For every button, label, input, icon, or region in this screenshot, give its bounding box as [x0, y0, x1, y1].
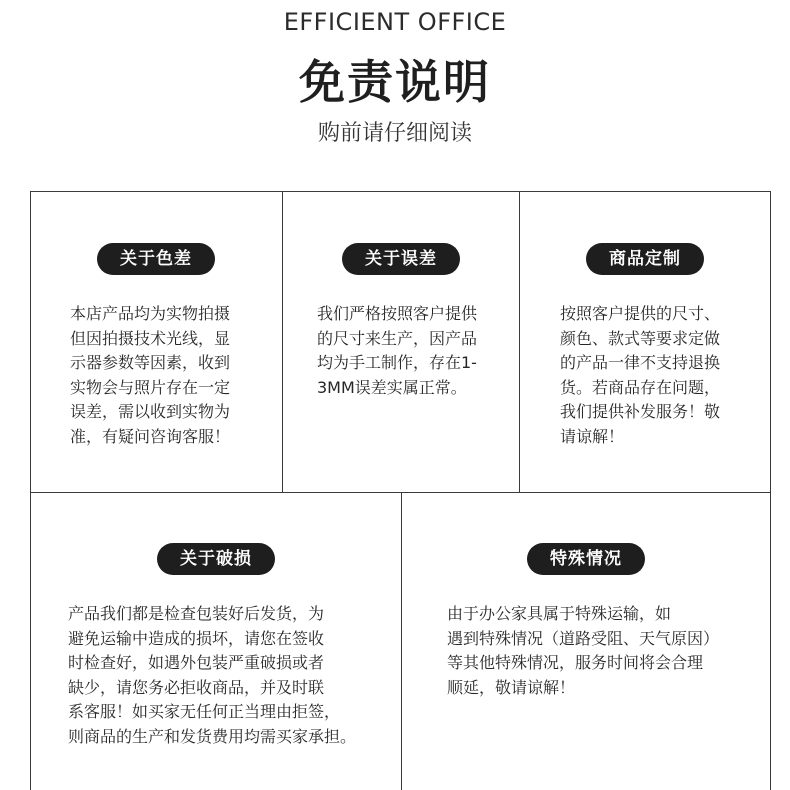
section-body: 产品我们都是检查包装好后发货，为 避免运输中造成的损坏，请您在签收 时检查好，如遇外包装严重破损或者 缺少，请您务必拒收商品，并及时联 系客服！如买家无任何正当理由拒签， 则商品的生产和发货费用均需买家承担。: [68, 604, 357, 746]
section-body: 按照客户提供的尺寸、 颜色、款式等要求定做 的产品一律不支持退换 货。若商品存在问题， 我们提供补发服务！敬 请谅解！: [560, 304, 721, 446]
grid-left-border: [30, 191, 31, 790]
section-title-badge: 商品定制: [586, 243, 704, 275]
brand-eyebrow: EFFICIENT OFFICE: [283, 8, 507, 36]
section-title-badge: 关于色差: [97, 243, 215, 275]
section-body: 本店产品均为实物拍摄 但因拍摄技术光线，显 示器参数等因素，收到 实物会与照片存在一定 误差，需以收到实物为 准，有疑问咨询客服！: [70, 304, 231, 446]
section-title-badge: 关于破损: [157, 543, 275, 575]
page-subtitle: 购前请仔细阅读: [317, 121, 472, 146]
section-body: 由于办公家具属于特殊运输，如 遇到特殊情况（道路受阻、天气原因） 等其他特殊情况，服务时间将会合理 顺延，敬请谅解！: [447, 604, 720, 697]
page-title: 免责说明: [299, 55, 491, 109]
section-title-badge: 特殊情况: [527, 543, 645, 575]
section-body: 我们严格按照客户提供 的尺寸来生产，因产品 均为手工制作，存在1- 3MM误差实属正常。: [317, 304, 478, 397]
grid-right-border: [770, 191, 771, 790]
section-title-badge: 关于误差: [342, 243, 460, 275]
grid-top-border: [30, 191, 771, 192]
grid-divider-3: [401, 492, 402, 790]
grid-divider-2: [519, 191, 520, 493]
grid-divider-1: [282, 191, 283, 493]
